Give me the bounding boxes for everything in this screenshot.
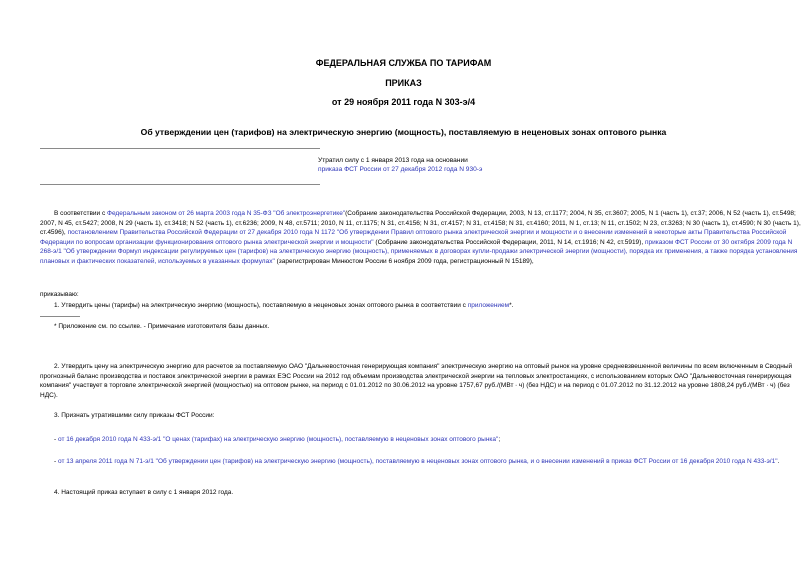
preamble-text: (Собрание законодательства Российской Федерации, 2003, N 13, ст.1177; 2004, N 35, ст.3607; 2005, N 1 (часть 1), ст.37; 2006, N 52 (часть 1), ст.5498; 2007, N 45, ст.5427; 2008, N 29 (часть 1), ст.3418; N 52 (часть 1), ст.6236; 2009, N 48, ст.5711; 2010, N 11, ст.1175; N 31, ст.4156; N 31, ст.4157; N 31, ст.4158; N 31, ст.4160; 2011, N 1, ст.13; N 11, ст.1502; N 23, ст.3263; N 30 (часть 1), ст.4590; N 30 (часть 1), ст.4596),: [40, 210, 801, 237]
government-decree-link[interactable]: постановлением Правительства Российской Федерации от 27 декабря 2010 года N 1172 "Об утверждении Правил оптового рынка электрической энергии и мощности и о внесении изменений в некоторые акты Правительства Российской Федерации по вопросам организации функционирования оптового рынка электрической энергии и мощности": [40, 229, 787, 246]
revoked-suffix: .: [777, 458, 780, 465]
footnote-divider: [40, 316, 80, 317]
revoked-order-1: [54, 435, 500, 445]
status-note: [318, 156, 482, 175]
preamble-text: (Собрание законодательства Российской Федерации, 2011, N 14, ст.1916; N 42, ст.5919),: [373, 238, 645, 246]
revoked-order-2: [40, 457, 802, 467]
revoked-suffix: ;: [498, 436, 501, 443]
item-2: 2. Утвердить цену на электрическую энергию для расчетов за поставляемую ОАО "Дальневосточная генерирующая компания" электрическую энергию на оптовый рынок на уровне средневзвешенной величины по всем включенным в Сводный прогнозный баланс производства и поставок электрической энергии в рамках ЕЭС России на 2012 год объемам производства электрической энергии на тепловых электростанциях, с использованием которых ОАО "Дальневосточная генерирующая компания" участвует в торговле электрической энергией (мощностью) на оптовом рынке, на период с 01.01.2012 по 30.06.2012 на уровне 1757,67 руб./(МВт ∙ ч) (без НДС) и на период с 01.07.2012 по 31.12.2012 на уровне 1808,24 руб./(МВт ∙ ч) (без НДС).: [40, 363, 793, 399]
footnote: * Приложение см. по ссылке. - Примечание изготовителя базы данных.: [54, 323, 270, 330]
revoked-order-2-link[interactable]: от 13 апреля 2011 года N 71-э/1 "Об утверждении цен (тарифов) на электрическую энергию (мощность), поставляемую в неценовых зонах оптового рынка, и о внесении изменений в приказ ФСТ России от 16 декабря 2010 года N 433-э/1": [57, 458, 778, 465]
orders-heading: приказываю:: [40, 291, 79, 298]
item-1: [54, 301, 514, 311]
preamble-text: (зарегистрирован Минюстом России 6 ноября 2009 года, регистрационный N 15189),: [274, 257, 534, 265]
revoked-order-1-link[interactable]: от 16 декабря 2010 года N 433-э/1 "О ценах (тарифах) на электрическую энергию (мощность), поставляемую в неценовых зонах оптового рынка": [57, 436, 499, 443]
status-link[interactable]: приказа ФСТ России от 27 декабря 2012 года N 930-э: [318, 166, 483, 174]
status-line: Утратил силу с 1 января 2013 года на основании: [318, 157, 468, 164]
item-3: 3. Признать утратившими силу приказы ФСТ России:: [54, 412, 215, 419]
revoked-prefix: -: [54, 458, 58, 465]
appendix-link[interactable]: приложением: [467, 302, 510, 309]
item-1-text: 1. Утвердить цены (тарифы) на электрическую энергию (мощность), поставляемую в неценовых зонах оптового рынка в соответствии с: [54, 302, 468, 309]
law-link[interactable]: Федеральным законом от 26 марта 2003 года N 35-ФЗ "Об электроэнергетике": [107, 210, 346, 217]
preamble-text: В соответствии с: [54, 210, 108, 217]
item-1-suffix: *.: [509, 302, 514, 309]
document-type: ПРИКАЗ: [385, 78, 422, 88]
fst-order-link[interactable]: приказом ФСТ России от 30 октября 2009 года N 268-э/1 "Об утверждении Формул индексации регулируемых цен (тарифов) на электрическую энергию (мощность), применяемых в договорах купли-продажи электрической энергии (мощности), порядка их применения, а также порядка установления плановых и фактических показателей, используемых в указанных формулах": [40, 238, 798, 265]
agency-name: ФЕДЕРАЛЬНАЯ СЛУЖБА ПО ТАРИФАМ: [315, 58, 492, 68]
document-subject: Об утверждении цен (тарифов) на электрическую энергию (мощность), поставляемую в неценовых зонах оптового рынка: [140, 127, 667, 137]
document-date-number: от 29 ноября 2011 года N 303-э/4: [331, 97, 476, 107]
preamble: [40, 209, 802, 267]
item-4: 4. Настоящий приказ вступает в силу с 1 января 2012 года.: [54, 489, 234, 496]
revoked-prefix: -: [54, 436, 58, 443]
divider-bottom: [40, 184, 320, 185]
divider-top: [40, 148, 320, 149]
